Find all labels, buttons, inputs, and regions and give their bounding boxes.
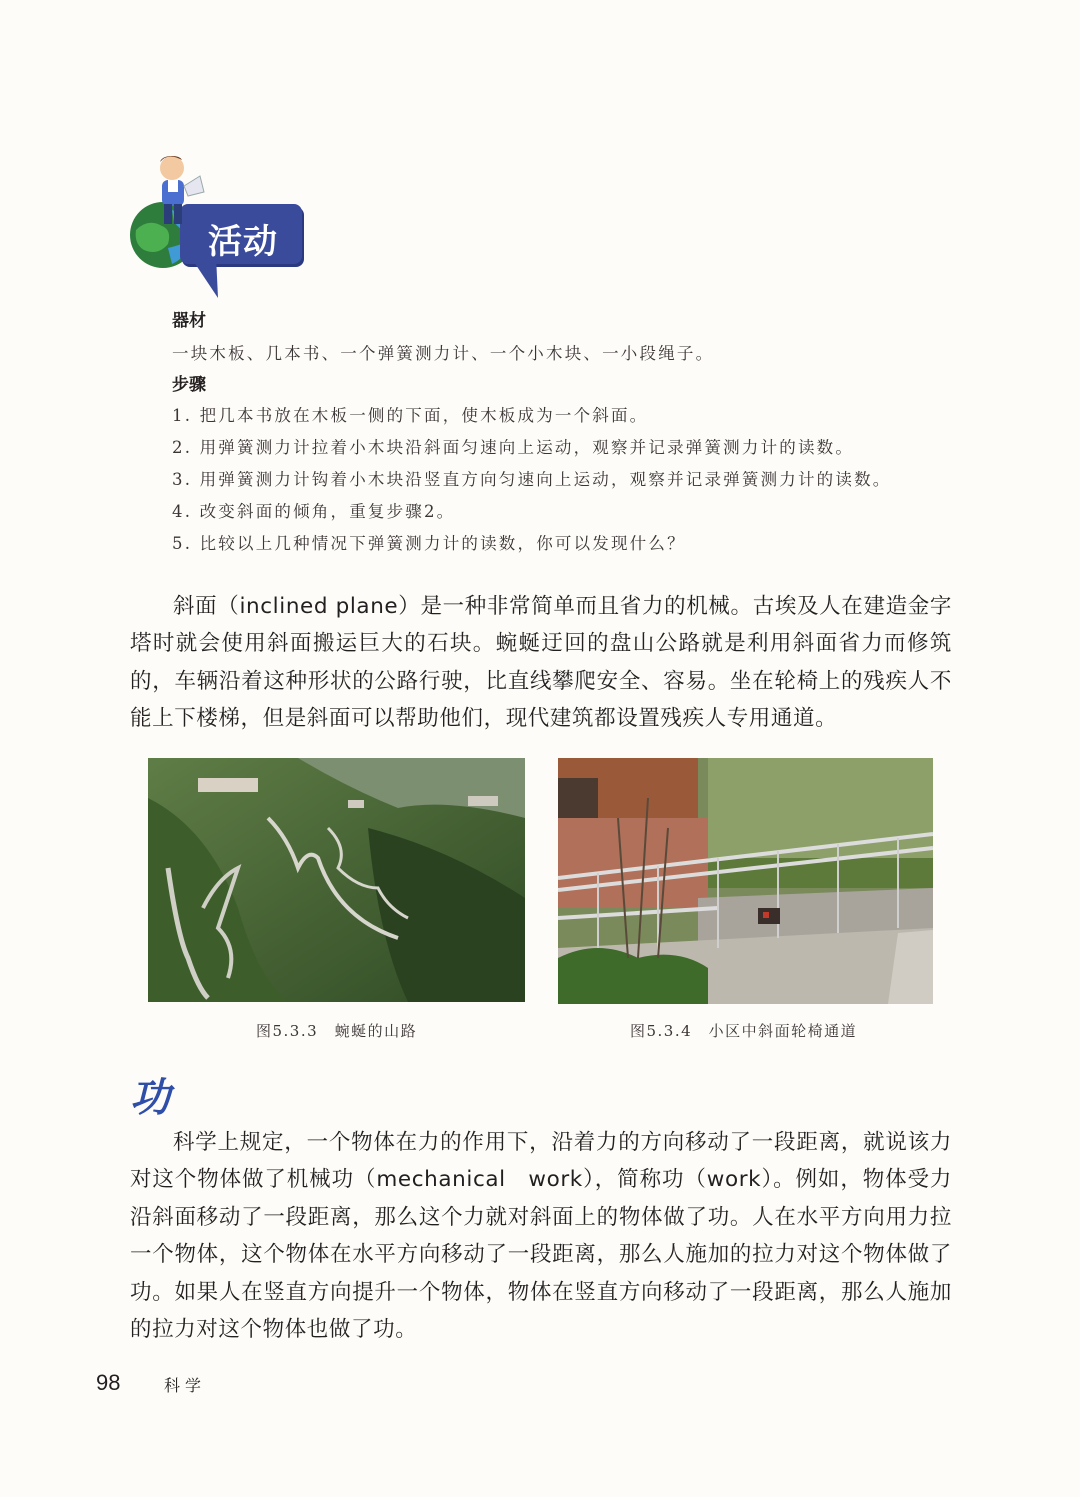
work-paragraph: 科学上规定，一个物体在力的作用下，沿着力的方向移动了一段距离，就说该力对这个物体做了机械功（mechanical work），简称功（work）。例如，物体受力沿斜面移动了一段距离，那么这个力就对斜面上的物体做了功。人在水平方向用力拉一个物体，这个物体在水平方向移动了一段距离，那么人施加的拉力对这个物体做了功。如果人在竖直方向提升一个物体，物体在竖直方向移动了一段距离，那么人施加的拉力对这个物体也做了功。 [130,1130,952,1343]
section-title: 功 [130,1075,171,1121]
materials-heading: 器材 [172,311,206,331]
figure-caption: 图5.3.3 蜿蜒的山路 [256,1022,418,1040]
steps-heading: 步骤 [172,375,206,395]
materials-text: 一块木板、几本书、一个弹簧测力计、一个小木块、一小段绳子。 [172,344,715,363]
step-item: 3. 用弹簧测力计钩着小木块沿竖直方向匀速向上运动，观察并记录弹簧测力计的读数。 [172,470,892,489]
step-item: 2. 用弹簧测力计拉着小木块沿斜面匀速向上运动，观察并记录弹簧测力计的读数。 [172,438,855,457]
activity-badge-title: 活动 [208,222,278,262]
figure-caption: 图5.3.4 小区中斜面轮椅通道 [630,1022,858,1040]
subject-footer: 科学 [164,1376,207,1395]
wheelchair-ramp-photo [558,758,933,1004]
mountain-road-photo [148,758,525,1002]
step-item: 4. 改变斜面的倾角，重复步骤2。 [172,502,456,521]
mascot-icon [138,152,208,232]
activity-badge [128,152,308,302]
page-number: 98 [96,1370,121,1395]
inclined-plane-paragraph: 斜面（inclined plane）是一种非常简单而且省力的机械。古埃及人在建造金字塔时就会使用斜面搬运巨大的石块。蜿蜒迂回的盘山公路就是利用斜面省力而修筑的，车辆沿着这种形状的公路行驶，比直线攀爬安全、容易。坐在轮椅上的残疾人不能上下楼梯，但是斜面可以帮助他们，现代建筑都设置残疾人专用通道。 [130,594,952,732]
step-item: 1. 把几本书放在木板一侧的下面，使木板成为一个斜面。 [172,406,649,425]
step-item: 5. 比较以上几种情况下弹簧测力计的读数，你可以发现什么？ [172,534,686,553]
